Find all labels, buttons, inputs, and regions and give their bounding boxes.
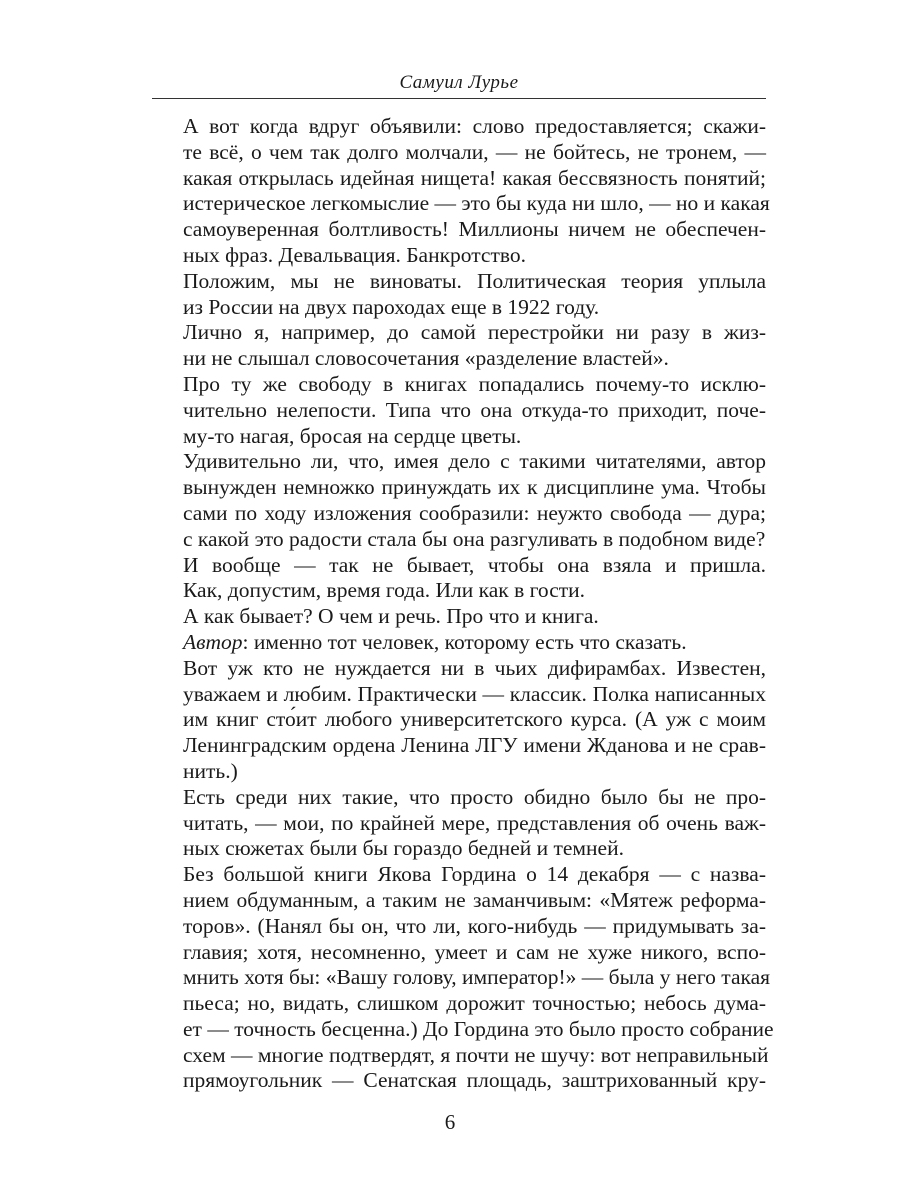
text-line: нить.): [183, 758, 238, 783]
text-run: : именно тот человек, которому есть что сказать.: [242, 629, 687, 654]
paragraph: [152, 320, 766, 372]
text-line: с какой это радости стала бы она разгуливать в подобном виде?: [183, 526, 766, 551]
text-line: самоуверенная болтливость! Миллионы ничем не обеспечен-: [183, 217, 766, 242]
text-line: му-то нагая, бросая на сердце цветы.: [183, 423, 522, 448]
text-line: истерическое легкомыслие — это бы куда ни шло, — но и какая: [183, 191, 770, 216]
text-line: уважаем и любим. Практически — классик. Полка написанных: [183, 681, 766, 706]
header-rule: [152, 98, 766, 99]
paragraph: [152, 372, 766, 449]
paragraph: [152, 114, 770, 269]
text-line: И вообще — так не бывает, чтобы она взяла и пришла.: [183, 552, 766, 577]
text-line: мнить хотя бы: «Вашу голову, император!» — была у него такая: [183, 965, 771, 990]
page-number: 6: [444, 1110, 456, 1134]
paragraph: [152, 862, 774, 1094]
text-line: пьеса; но, видать, слишком дорожит точностью; небось дума-: [183, 991, 766, 1016]
text-line: те всё, о чем так долго молчали, — не бойтесь, не тронем, —: [183, 139, 766, 164]
text-line: торов». (Нанял бы он, что ли, кого-нибудь — придумывать за-: [183, 913, 766, 938]
text-line: какая открылась идейная нищета! какая бессвязность понятий;: [183, 165, 766, 190]
paragraph: [152, 449, 766, 552]
text-line: ет — точность бесценна.) До Гордина это было просто собрание: [183, 1016, 774, 1041]
text-line: ни не слышал словосочетания «разделение властей».: [183, 346, 669, 371]
paragraph: [152, 630, 766, 656]
text-line: чительно нелепости. Типа что она откуда-то приходит, поче-: [183, 397, 766, 422]
text-line: ных фраз. Девальвация. Банкротство.: [183, 242, 526, 267]
text-line: схем — многие подтвердят, я почти не шучу: вот неправильный: [183, 1042, 769, 1067]
text-line: Про ту же свободу в книгах попадались почему-то исклю-: [183, 371, 766, 396]
text-line: вынужден немножко принуждать их к дисциплине ума. Чтобы: [183, 475, 766, 500]
paragraph: [152, 553, 766, 605]
text-line: нием обдуманным, а таким не заманчивым: «Мятеж реформа-: [183, 887, 766, 912]
text-line: Вот уж кто не нуждается ни в чьих дифирамбах. Известен,: [183, 655, 766, 680]
running-head-author: Самуил Лурье: [399, 72, 519, 93]
paragraph: [152, 656, 766, 785]
text-line: им книг сто́ит любого университетского курса. (А уж с моим: [183, 707, 766, 732]
italic-term: Автор: [183, 629, 243, 654]
body-text: [152, 114, 774, 1094]
text-line: читать, — мои, по крайней мере, представления об очень важ-: [183, 810, 766, 835]
paragraph: [152, 785, 766, 862]
text-line: А как бывает? О чем и речь. Про что и книга.: [183, 604, 599, 629]
text-line: Положим, мы не виноваты. Политическая теория уплыла: [183, 268, 766, 293]
text-line: Ленинградским ордена Ленина ЛГУ имени Жданова и не срав-: [183, 733, 766, 758]
text-line: сами по ходу изложения сообразили: неужто свобода — дура;: [183, 500, 766, 525]
text-line: А вот когда вдруг объявили: слово предоставляется; скажи-: [183, 114, 766, 138]
text-line: из России на двух пароходах еще в 1922 году.: [183, 294, 600, 319]
text-line: ных сюжетах были бы гораздо бедней и темней.: [183, 836, 624, 861]
text-line: Лично я, например, до самой перестройки ни разу в жиз-: [183, 320, 766, 345]
text-line: Без большой книги Якова Гордина о 14 декабря — с назва-: [183, 862, 766, 887]
paragraph: [152, 269, 766, 321]
paragraph: [152, 604, 766, 630]
text-line: Как, допустим, время года. Или как в гости.: [183, 578, 586, 603]
text-line: прямоугольник — Сенатская площадь, заштрихованный кру-: [183, 1068, 766, 1093]
text-line: [152, 630, 766, 656]
text-line: Есть среди них такие, что просто обидно было бы не про-: [183, 784, 766, 809]
text-line: Удивительно ли, что, имея дело с такими читателями, автор: [183, 449, 766, 474]
text-line: главия; хотя, несомненно, умеет и сам не хуже никого, вспо-: [183, 939, 766, 964]
